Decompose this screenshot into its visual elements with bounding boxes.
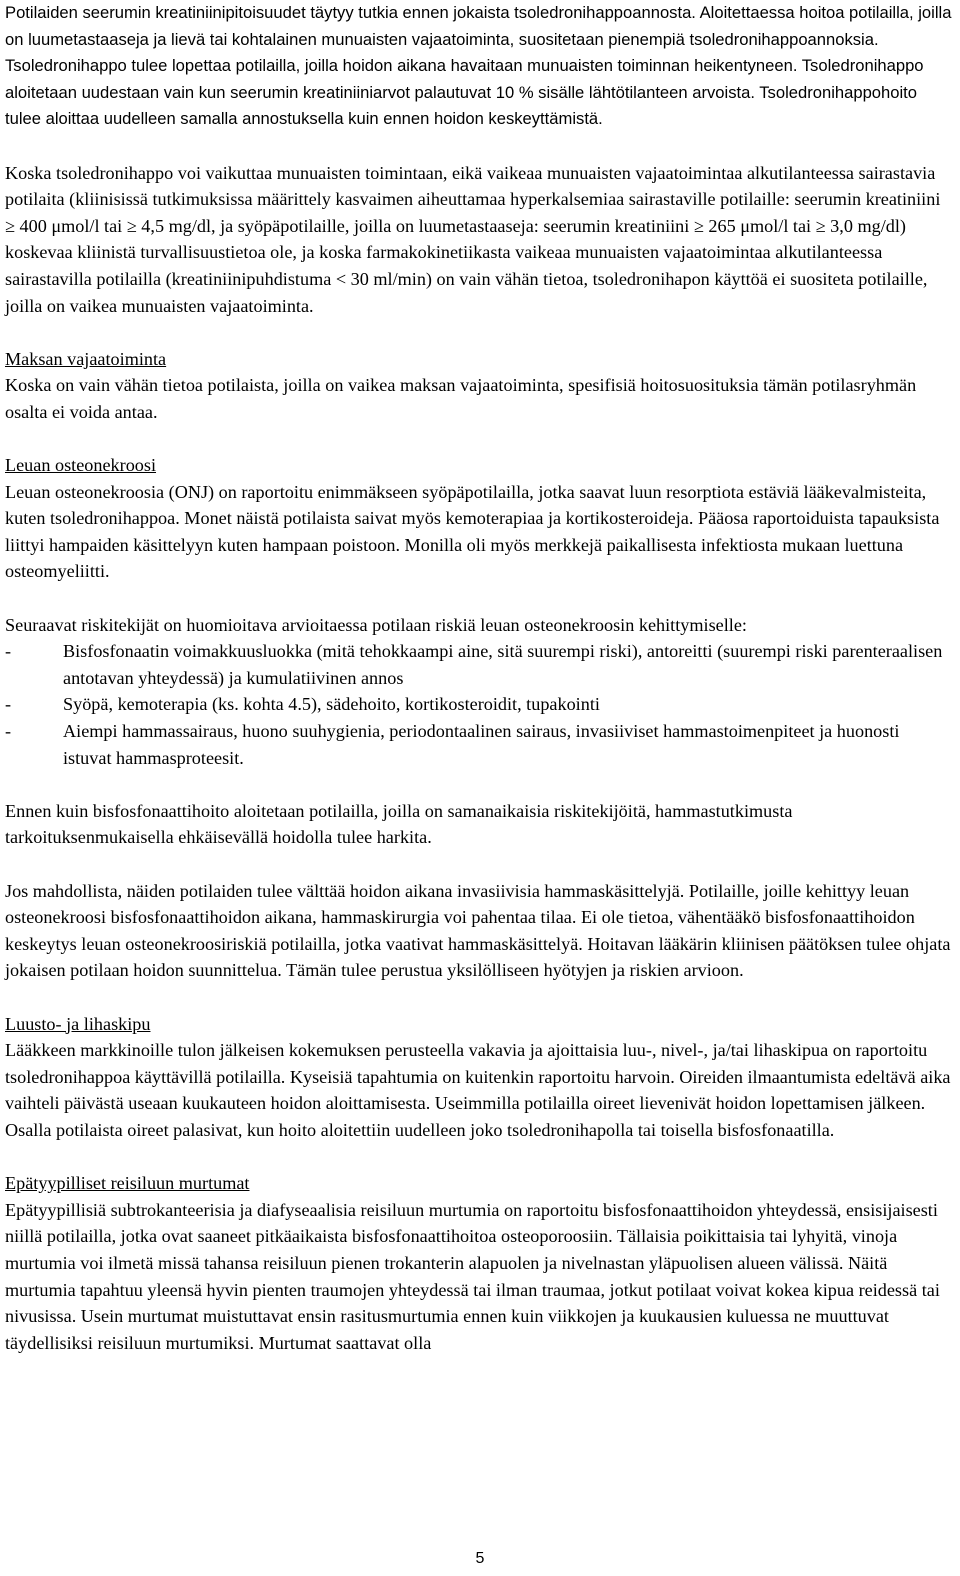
list-dash: - bbox=[5, 694, 12, 715]
fractures-heading: Epätyypilliset reisiluun murtumat bbox=[5, 1173, 250, 1194]
liver-heading: Maksan vajaatoiminta bbox=[5, 348, 167, 369]
risk-intro: Seuraavat riskitekijät on huomioitava arvioitaessa potilaan riskiä leuan osteonekroosin kehittymiselle: bbox=[5, 614, 747, 635]
fractures-paragraph: Epätyypillisiä subtrokanteerisia ja diafyseaalisia reisiluun murtumia on raportoitu bisfosfonaattihoidon yhteydessä, ensisijaisesti niillä potilailla, jotka ovat saaneet pitkäaikaista bisfosfonaattihoitoa osteoporoosiin. Tällaisia poikittaisia tai lyhyitä, vinoja murtumia voi ilmetä missä tahansa reisiluun pienen trokanterin alapuolen ja nivelnastan yläpuolisen alueen välissä. Näitä murtumia tapahtuu yleensä hyvin pienten traumojen yhteydessä tai ilman traumaa, jotkut potilaat voivat kokea kipua reidessä tai nivusissa. Usein murtumat muistuttavat ensin rasitusmurtumia ennen kuin viikkojen ja kuukausien kuluessa ne muuttuvat täydellisiksi reisiluun murtumiksi. Murtumat saattavat olla bbox=[5, 1199, 940, 1353]
risk-item bbox=[5, 638, 952, 691]
intro-paragraph: Potilaiden seerumin kreatiniinipitoisuudet täytyy tutkia ennen jokaista tsoledronihappoannosta. Aloitettaessa hoitoa potilailla, joilla on luumetastaaseja ja lievä tai kohtalainen munuaisten vajaatoiminta, suositetaan pienempiä tsoledronihappoannoksia. Tsoledronihappo tulee lopettaa potilailla, joilla hoidon aikana havaitaan munuaisten toiminnan heikentyneen. Tsoledronihappo aloitetaan uudestaan vain kun seerumin kreatiniiniarvot palautuvat 10 % sisälle lähtötilanteen arvoista. Tsoledronihappohoito tulee aloittaa uudelleen samalla annostuksella kuin ennen hoidon keskeyttämistä. bbox=[5, 3, 952, 129]
list-dash: - bbox=[5, 721, 12, 742]
risk-item-text: Aiempi hammassairaus, huono suuhygienia, periodontaalinen sairaus, invasiiviset hammastoimenpiteet ja huonosti istuvat hammasproteesit. bbox=[63, 721, 900, 768]
risk-item bbox=[5, 691, 952, 718]
onj-heading: Leuan osteonekroosi bbox=[5, 455, 157, 476]
risk-item-text: Bisfosfonaatin voimakkuusluokka (mitä tehokkaampi aine, sitä suurempi riski), antoreitti (suurempi riski parenteraalisen antotavan yhteydessä) ja kumulatiivinen annos bbox=[63, 641, 943, 688]
liver-paragraph: Koska on vain vähän tietoa potilaista, joilla on vaikea maksan vajaatoiminta, spesifisiä hoitosuosituksia tämän potilasryhmän osalta ei voida antaa. bbox=[5, 375, 917, 422]
musculoskeletal-paragraph: Lääkkeen markkinoille tulon jälkeisen kokemuksen perusteella vakavia ja ajoittaisia luu-, nivel-, ja/tai lihaskipua on raportoitu tsoledronihappoa käyttävillä potilailla. Kyseisiä tapahtumia on kuitenkin raportoitu harvoin. Oireiden ilmaantumista edeltävä aika vaihteli päivästä useaan kuukauteen hoidon aloittamisesta. Useimmilla potilailla oireet lievenivät hoidon lopettamisen jälkeen. Osalla potilaista oireet palasivat, kun hoito aloitettiin uudelleen joko tsoledronihapolla tai toisella bisfosfonaatilla. bbox=[5, 1040, 951, 1140]
risk-item bbox=[5, 718, 952, 771]
list-dash: - bbox=[5, 641, 12, 662]
risk-item-text: Syöpä, kemoterapia (ks. kohta 4.5), sädehoito, kortikosteroidit, tupakointi bbox=[63, 694, 600, 715]
onj-paragraph: Leuan osteonekroosia (ONJ) on raportoitu enimmäkseen syöpäpotilailla, jotka saavat luun resorptiota estäviä lääkevalmisteita, kuten tsoledronihappoa. Monet näistä potilaista saivat myös kemoterapiaa ja kortikosteroideja. Pääosa raportoiduista tapauksista liittyi hampaiden käsittelyyn kuten hampaan poistoon. Monilla oli myös merkkejä paikallisesta infektiosta mukaan luettuna osteomyeliitti. bbox=[5, 481, 940, 582]
page-number: 5 bbox=[475, 1550, 485, 1567]
dental-avoid-paragraph: Jos mahdollista, näiden potilaiden tulee välttää hoidon aikana invasiivisia hammaskäsittelyjä. Potilaille, joille kehittyy leuan osteonekroosi bisfosfonaattihoidon aikana, hammaskirurgia voi pahentaa tilaa. Ei ole tietoa, vähentääkö bisfosfonaattihoidon keskeytys leuan osteonekroosiriskiä potilailla, jotka vaativat hammaskäsittelyä. Hoitavan lääkärin kliinisen päätöksen tulee ohjata jokaisen potilaan hoidon suunnittelua. Tämän tulee perustua yksilölliseen hyötyjen ja riskien arvioon. bbox=[5, 880, 951, 981]
dental-exam-paragraph: Ennen kuin bisfosfonaattihoito aloitetaan potilailla, joilla on samanaikaisia riskitekijöitä, hammastutkimusta tarkoituksenmukaisella ehkäisevällä hoidolla tulee harkita. bbox=[5, 800, 793, 848]
renal-paragraph: Koska tsoledronihappo voi vaikuttaa munuaisten toimintaan, eikä vaikeaa munuaisten vajaatoimintaa alkutilanteessa sairastavia potilaita (kliinisissä tutkimuksissa määrittely kasvaimen aiheuttamaa hyperkalsemiaa sairastaville potilaille: seerumin kreatiniini ≥ 400 μmol/l tai ≥ 4,5 mg/dl, ja syöpäpotilaille, joilla on luumetastaaseja: seerumin kreatiniini ≥ 265 μmol/l tai ≥ 3,0 mg/dl) koskevaa kliinistä turvallisuustietoa ole, ja koska farmakokinetiikasta vaikeaa munuaisten vajaatoimintaa alkutilanteessa sairastavilla potilailla (kreatiniinipuhdistuma < 30 ml/min) on vain vähän tietoa, tsoledronihapon käyttöä ei suositeta potilaille, joilla on vaikea munuaisten vajaatoiminta. bbox=[5, 162, 941, 316]
musculoskeletal-heading: Luusto- ja lihaskipu bbox=[5, 1013, 151, 1034]
risk-list bbox=[5, 638, 952, 771]
